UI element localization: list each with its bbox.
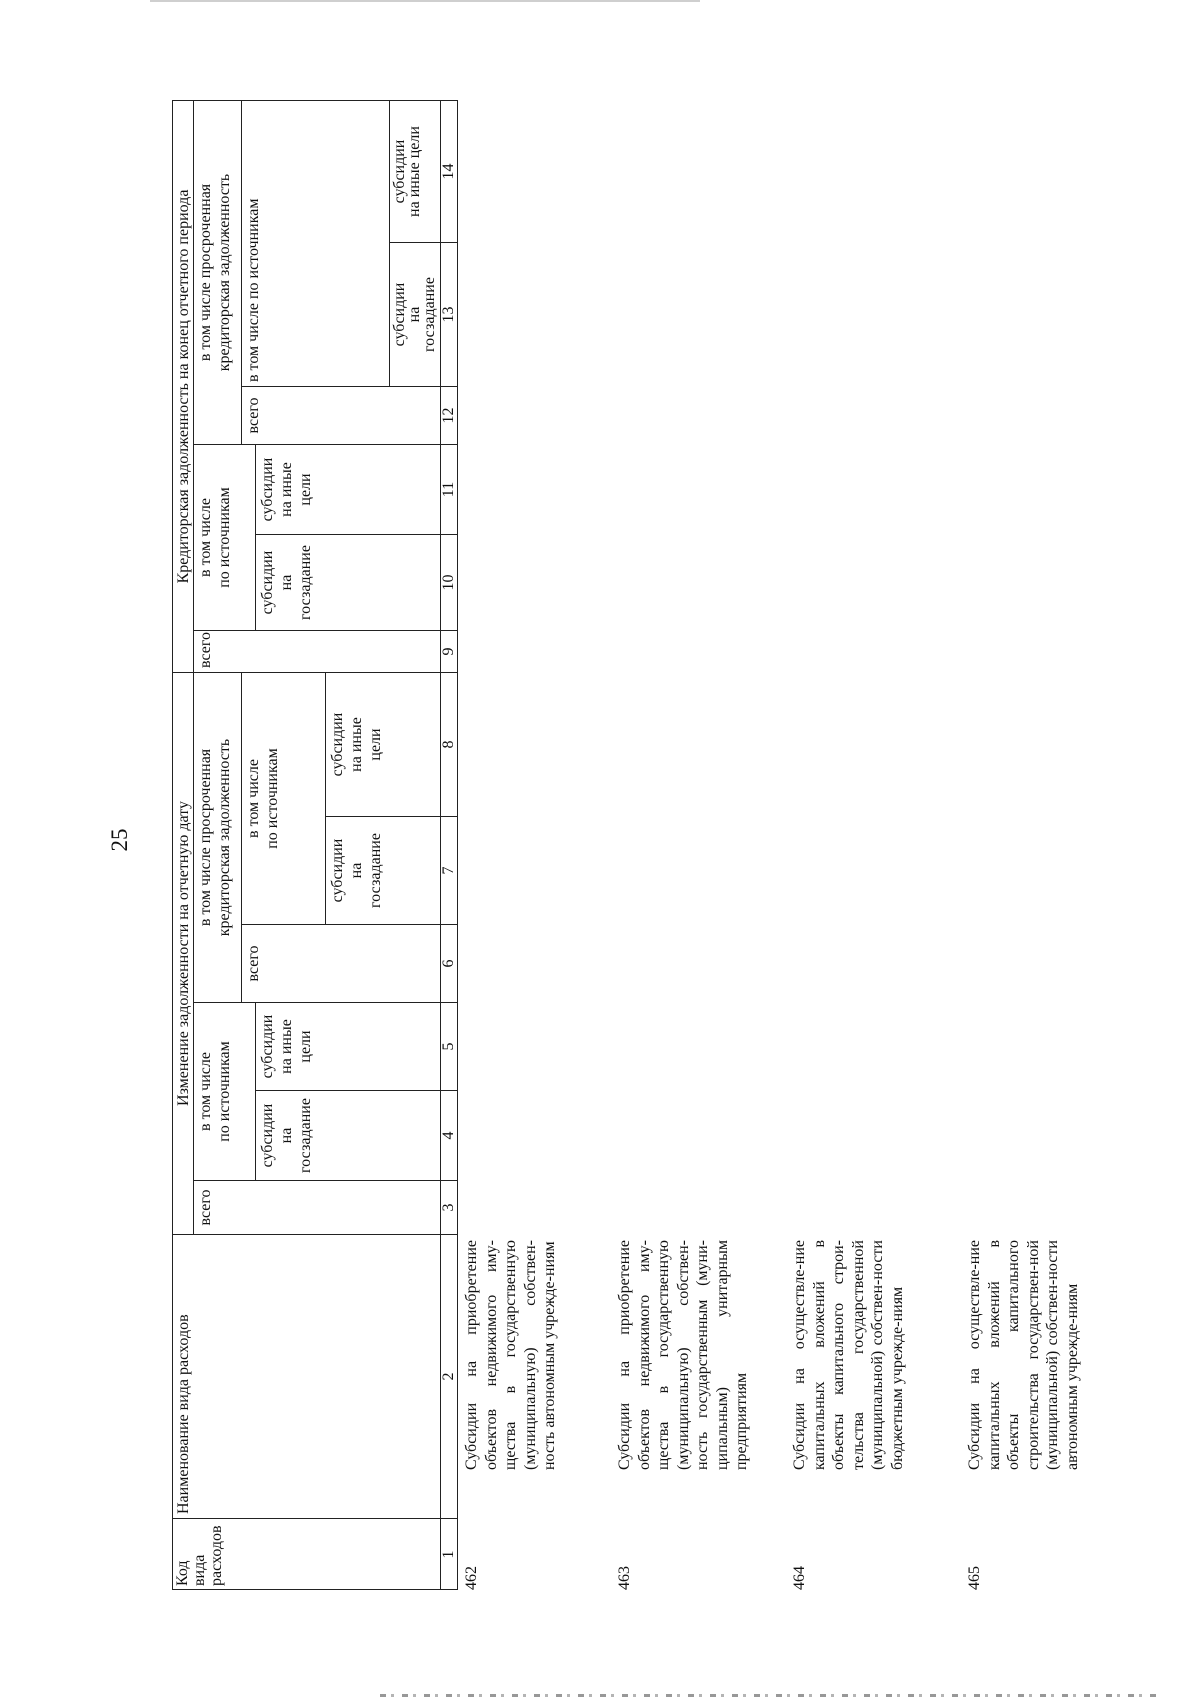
header-c13-task: субсидии на госзадание <box>390 242 441 386</box>
colnum-8: 8 <box>441 672 458 816</box>
header-code: Код вида расходов <box>172 1518 441 1590</box>
table-row <box>790 1230 920 1590</box>
header-c6-8-overdue: в том числе просроченная кредиторская задолженность <box>194 672 242 1002</box>
row-code: 465 <box>966 1566 983 1590</box>
row-code: 462 <box>463 1566 480 1590</box>
table-row <box>615 1230 750 1590</box>
header-c9-total: всего <box>194 630 441 672</box>
colnum-6: 6 <box>441 924 458 1002</box>
header-c12-14-overdue: в том числе просроченная кредиторская задолженность <box>194 100 242 444</box>
row-name: Субсидии на приобретение объектов недвижимого иму-щества в государственную (муниципальную) собствен-ность автономным учрежде-ниям <box>463 1240 558 1470</box>
header-group-end: Кредиторская задолженность на конец отчетного периода <box>172 100 194 672</box>
row-name: Субсидии на осуществле-ние капитальных вложений в объекты капитального строи-тельства государственной (муниципальной) собствен-ности бюджетным учрежде-ниям <box>791 1240 906 1470</box>
colnum-9: 9 <box>441 630 458 672</box>
colnum-2: 2 <box>441 1234 458 1518</box>
scan-artifact-top <box>150 0 700 2</box>
colnum-4: 4 <box>441 1090 458 1180</box>
colnum-10: 10 <box>441 534 458 630</box>
header-c14-other: субсидии на иные цели <box>390 100 441 242</box>
header-c5-other: субсидии на иные цели <box>256 1002 441 1090</box>
colnum-1: 1 <box>441 1518 458 1590</box>
header-c6-total: всего <box>242 924 441 1002</box>
colnum-13: 13 <box>441 242 458 386</box>
row-code: 463 <box>616 1566 633 1590</box>
header-c78-sources: в том числе по источникам <box>242 672 326 924</box>
header-c10-11-sources: в том числе по источникам <box>194 444 256 630</box>
header-c8-other: субсидии на иные цели <box>326 672 441 816</box>
header-c7-task: субсидии на госзадание <box>326 816 441 924</box>
header-c12-total: всего <box>242 386 441 444</box>
header-c11-other: субсидии на иные цели <box>256 444 441 534</box>
header-c4-task: субсидии на госзадание <box>256 1090 441 1180</box>
rotated-table-block <box>172 100 472 1590</box>
row-name: Субсидии на осуществле-ние капитальных вложений в объекты капитального строительства государствен-ной (муниципальной) собствен-ности автономным учрежде-ниям <box>966 1240 1081 1470</box>
table-row <box>965 1230 1095 1590</box>
row-code: 464 <box>791 1566 808 1590</box>
table-row <box>462 1230 592 1590</box>
header-c3-total: всего <box>194 1180 441 1234</box>
colnum-5: 5 <box>441 1002 458 1090</box>
header-c10-task: субсидии на госзадание <box>256 534 441 630</box>
header-group-change: Изменение задолженности на отчетную дату <box>172 672 194 1234</box>
row-name: Субсидии на приобретение объектов недвижимого иму-щества в государственную (муниципальную) собствен-ность государственным (муни-ципальным) унитарным предприятиям <box>616 1240 750 1470</box>
header-name: Наименование вида расходов <box>172 1234 441 1518</box>
page-number: 25 <box>107 828 132 852</box>
header-c13-14-sources: в том числе по источникам <box>242 100 390 386</box>
colnum-12: 12 <box>441 386 458 444</box>
report-table <box>172 100 472 1590</box>
colnum-11: 11 <box>441 444 458 534</box>
colnum-3: 3 <box>441 1180 458 1234</box>
scan-artifact-bottom <box>380 1694 1160 1697</box>
colnum-7: 7 <box>441 816 458 924</box>
colnum-14: 14 <box>441 100 458 242</box>
header-c45-sources: в том числе по источникам <box>194 1002 256 1180</box>
